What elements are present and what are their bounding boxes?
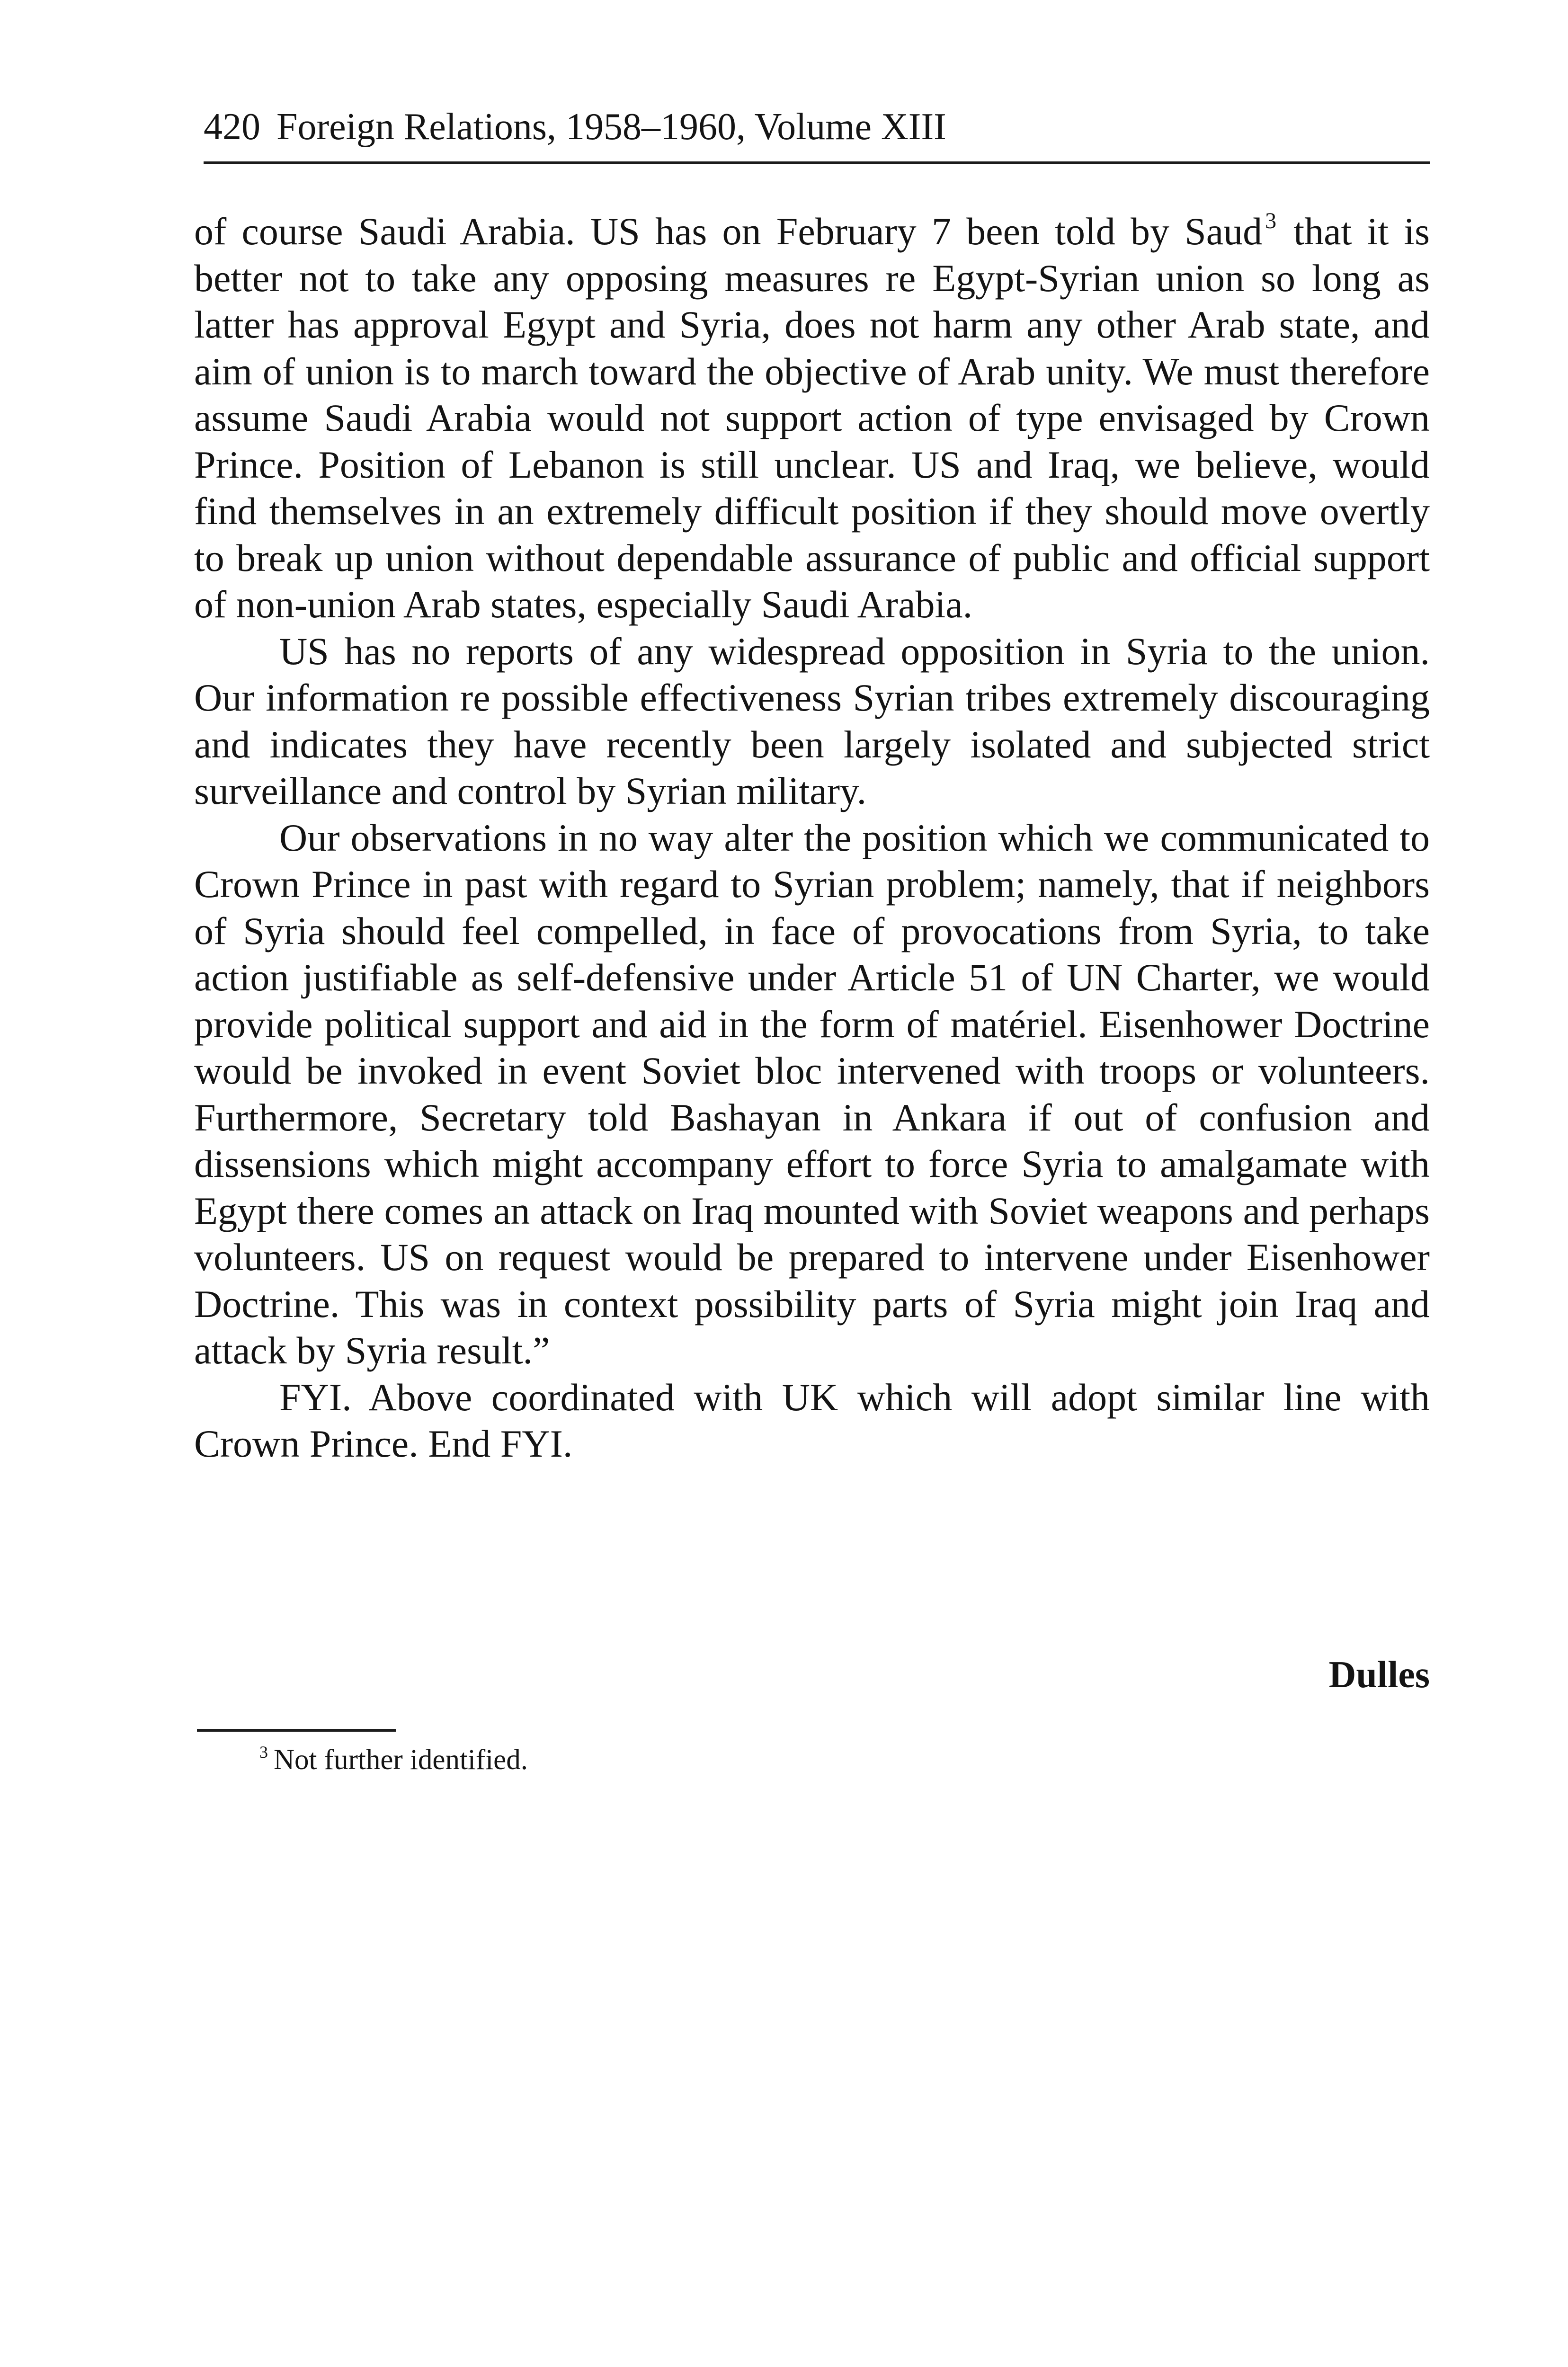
paragraph-3: Our observations in no way alter the position which we communicated to Crown Prince in past with regard to Syrian problem; namely, that if neighbors of Syria should feel compelled, in face of provocations from Syria, to take action justifiable as self-defensive under Article 51 of UN Charter, we would provide political support and aid in the form of matériel. Eisenhower Doctrine would be invoked in event Soviet bloc intervened with troops or volunteers. Furthermore, Secretary told Bashayan in Ankara if out of confusion and dissensions which might accompany effort to force Syria to amalgamate with Egypt there comes an attack on Iraq mounted with Soviet weapons and perhaps volunteers. US on request would be prepared to intervene under Eisenhower Doctrine. This was in context possibility parts of Syria might join Iraq and attack by Syria result.”	[194, 816, 1430, 1372]
footnote-divider	[197, 1729, 396, 1732]
volume-title: Foreign Relations, 1958–1960, Volume XIII	[276, 106, 946, 148]
paragraph-4: FYI. Above coordinated with UK which will adopt similar line with Crown Prince. End FYI.	[194, 1375, 1430, 1465]
paragraph-1	[194, 208, 1430, 628]
footnote	[259, 1741, 970, 1779]
paragraph-1-text-a: of course Saudi Arabia. US has on February 7 been told by Saud	[194, 210, 1263, 253]
footnote-text: Not further identified.	[274, 1744, 528, 1776]
running-head	[204, 103, 1430, 164]
page-number: 420	[204, 106, 260, 148]
paragraph-1-text-b: that it is better not to take any opposing measures re Egypt-Syrian union so long as latter has approval Egypt and Syria, does not harm any other Arab state, and aim of union is to march toward the objective of Arab unity. We must therefore assume Saudi Arabia would not support action of type envisaged by Crown Prince. Position of Lebanon is still unclear. US and Iraq, we believe, would find themselves in an extremely difficult position if they should move overtly to break up union without dependable assurance of public and official support of non-union Arab states, especially Saudi Arabia.	[194, 210, 1430, 626]
signature: Dulles	[1328, 1654, 1430, 1696]
footnote-mark: 3	[259, 1743, 268, 1762]
body-text	[194, 208, 1430, 1468]
paragraph-2: US has no reports of any widespread opposition in Syria to the union. Our information re possible effectiveness Syrian tribes extremely discouraging and indicates they have recently been largely isolated and subjected strict surveillance and control by Syrian military.	[194, 629, 1430, 812]
footnote-reference[interactable]: 3	[1265, 208, 1277, 233]
